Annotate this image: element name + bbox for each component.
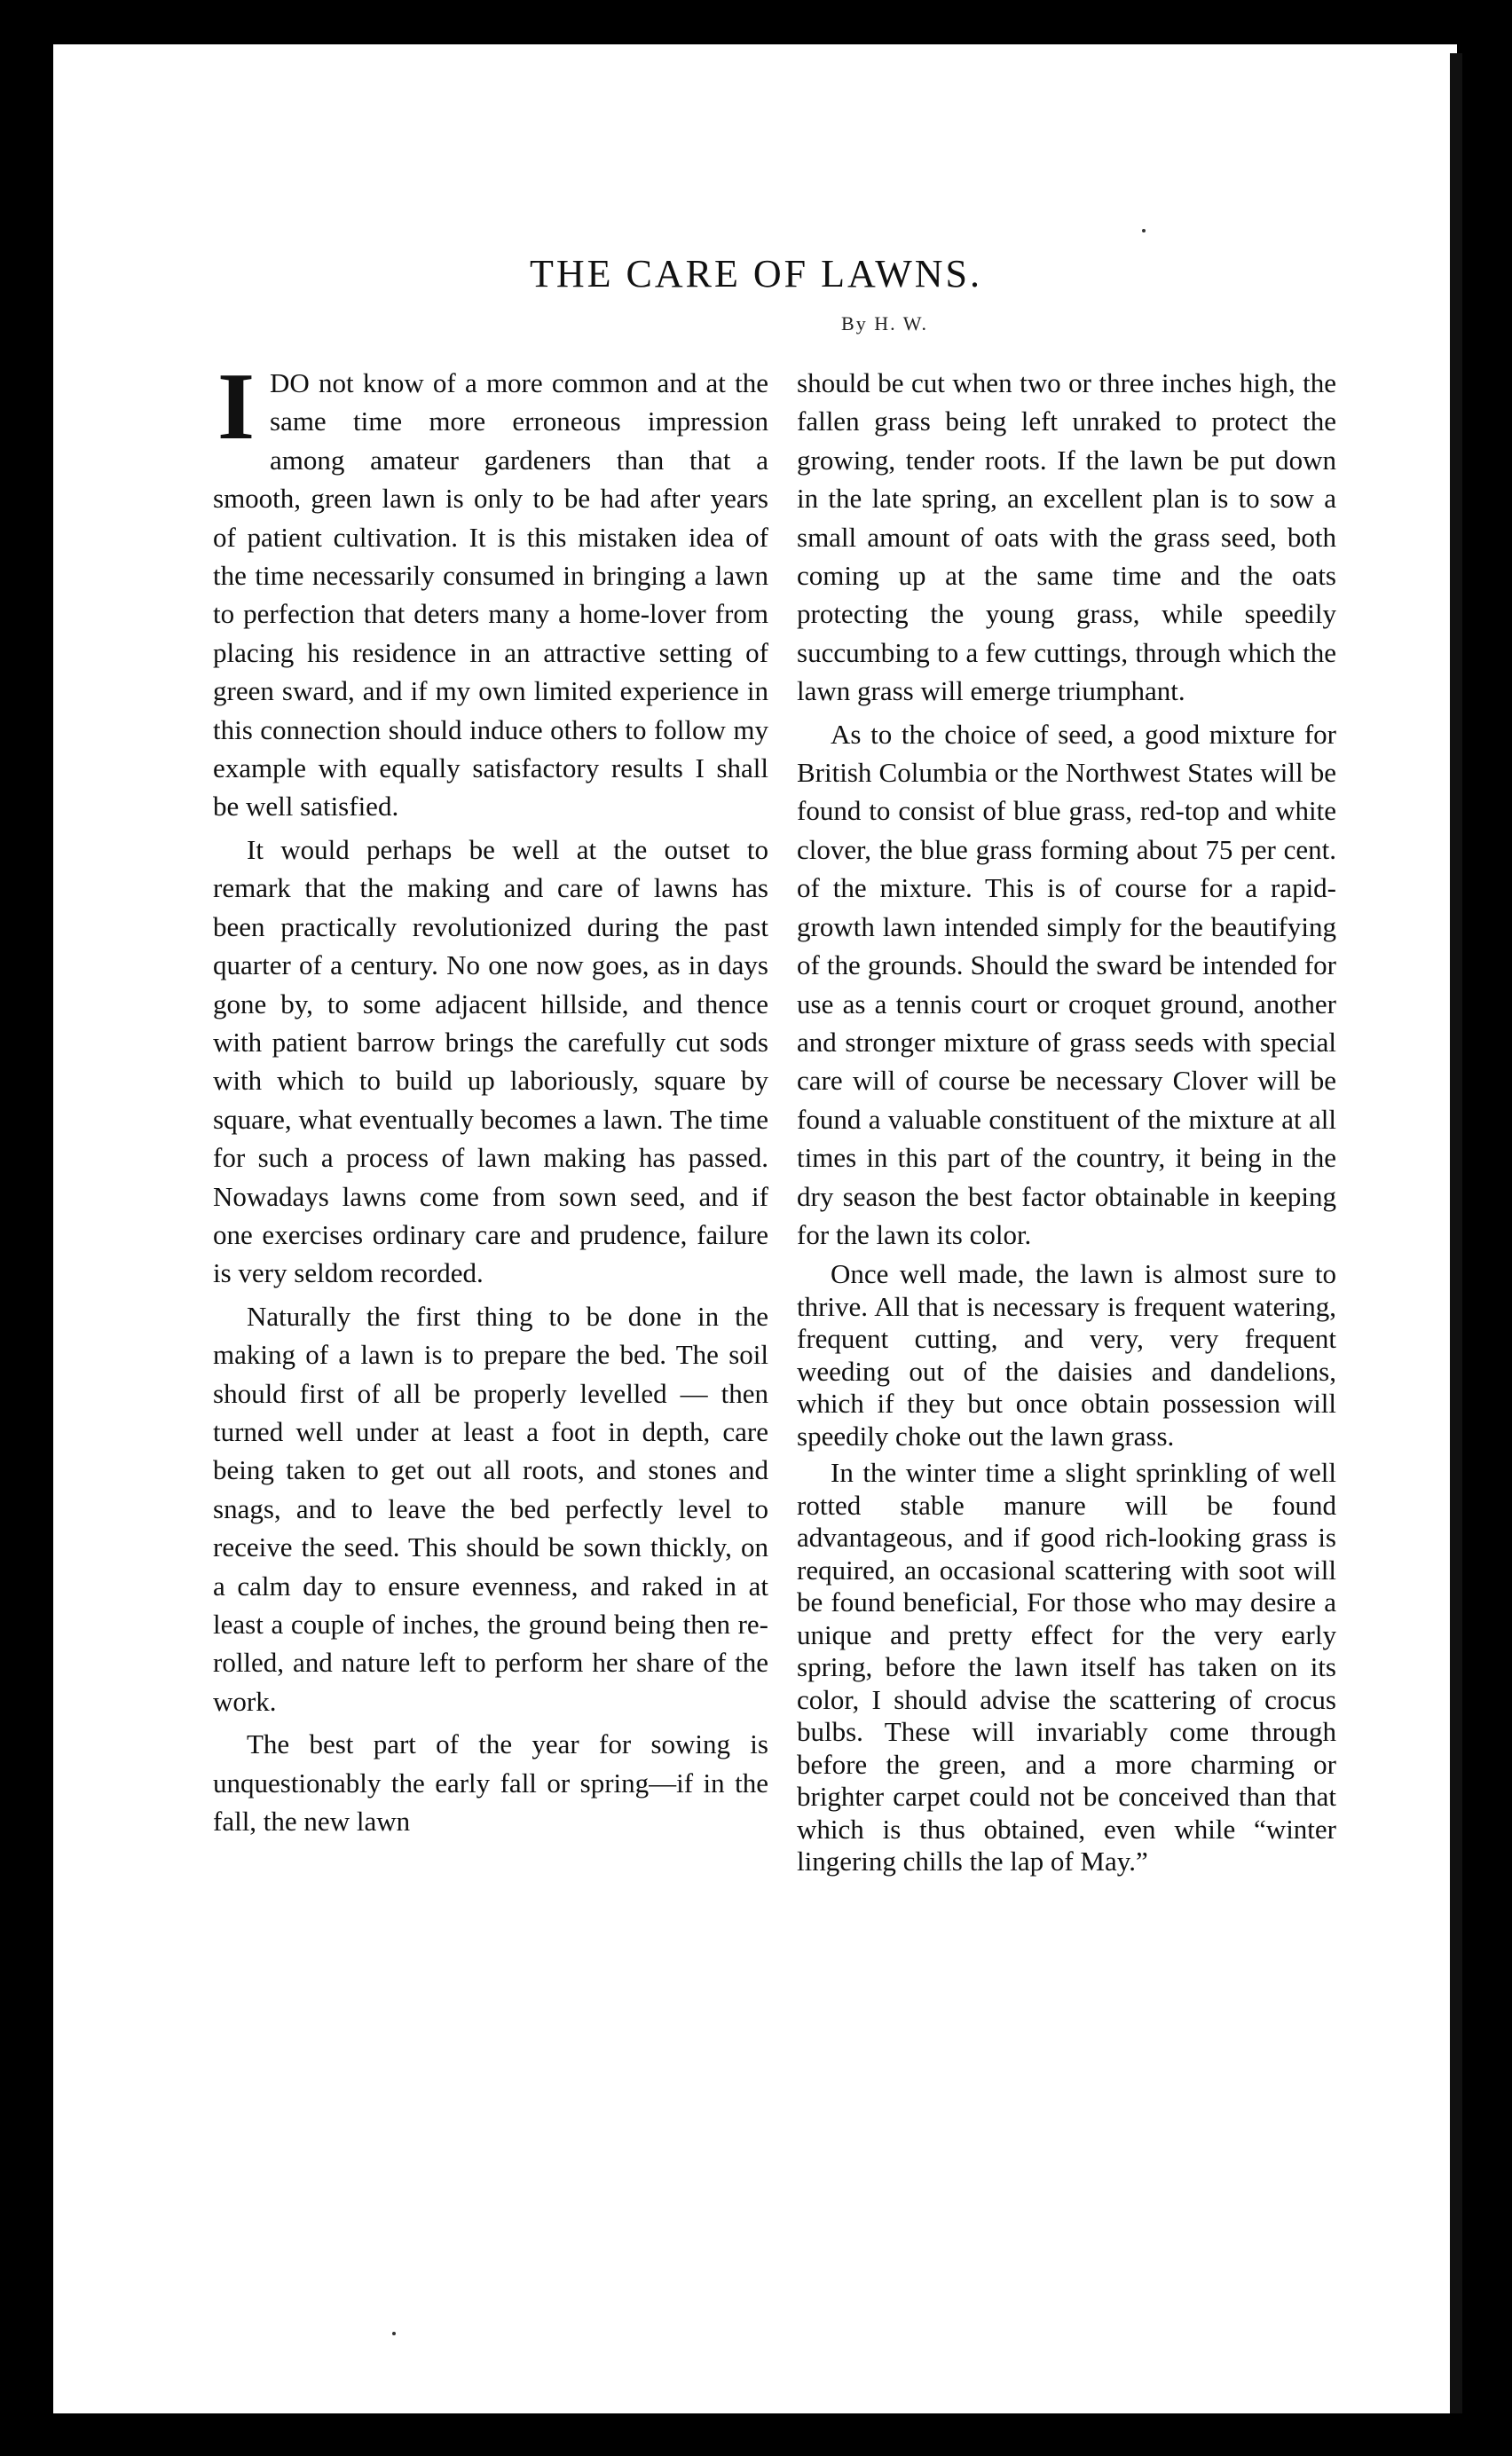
paragraph: As to the choice of seed, a good mixture for British Columbia or the Northwest States will be found to consist of blue grass, red-top and white clover, the blue grass forming about 75 per cent. of the mixture. This is of course for a rapid-growth lawn intended simply for the beautifying of the grounds. Should the sward be intended for use as a tennis court or croquet ground, another and stronger mixture of grass seeds with special care will of course be necessary Clover will be found a valuable constituent of the mixture at all times in this part of the country, it being in the dry season the best factor obtainable in keeping for the lawn its color. (797, 718, 1336, 1250)
paragraph: Once well made, the lawn is almost sure to thrive. All that is necessary is frequent watering, frequent cutting, and very, very frequent weeding out of the daisies and dandelions, which if they but once obtain possession will speedily choke out the lawn grass. (797, 1258, 1336, 1452)
paragraph: It would perhaps be well at the outset to remark that the making and care of lawns has been practically revolutionized during the past quarter of a century. No one now goes, as in days gone by, to some adjacent hillside, and thence with patient barrow brings the carefully cut sods with which to build up laboriously, square by square, what eventually becomes a lawn. The time for such a process of lawn making has passed. Nowadays lawns come from sown seed, and if one exercises ordinary care and prudence, failure is very seldom recorded. (213, 833, 768, 1289)
paragraph-text: DO not know of a more common and at the same time more erroneous impression among amateur gardeners than that a smooth, green lawn is only to be had after years of patient cultivation. It is this mistaken idea of the time necessarily consumed in bringing a lawn to perfection that deters many a home-lover from placing his residence in an attractive setting of green sward, and if my own limited experience in this connection should induce others to follow my example with equally satisfactory results I shall be well satisfied. (213, 367, 768, 823)
paragraph: In the winter time a slight sprinkling of well rotted stable manure will be found advantageous, and if good rich-looking grass is required, an occasional scattering with soot will be found beneficial, For those who may desire a unique and pretty effect for the very early spring, before the lawn itself has taken on its color, I should advise the scattering of crocus bulbs. These will invariably come through before the green, and a more charming or brighter carpet could not be conceived than that which is thus obtained, even while “winter lingering chills the lap of May.” (797, 1457, 1336, 1877)
paragraph (213, 354, 768, 826)
article-byline: By H. W. (841, 312, 928, 335)
article-title: THE CARE OF LAWNS. (529, 252, 983, 295)
binding-edge (1450, 53, 1462, 2413)
right-column (797, 364, 1336, 1883)
left-column (213, 354, 768, 1845)
drop-cap: I (217, 354, 256, 460)
paragraph: should be cut when two or three inches high, the fallen grass being left unraked to protect the growing, tender roots. If the lawn be put down in the late spring, an excellent plan is to sow a small amount of oats with the grass seed, both coming up at the same time and the oats protecting the young grass, while speedily succumbing to a few cuttings, through which the lawn grass will emerge triumphant. (797, 367, 1336, 707)
paragraph: The best part of the year for sowing is unquestionably the early fall or spring—if in the fall, the new lawn (213, 1728, 768, 1838)
speck (392, 2332, 396, 2335)
paragraph: Naturally the first thing to be done in the making of a lawn is to prepare the bed. The soil should first of all be properly levelled — then turned well under at least a foot in depth, care being taken to get out all roots, and stones and snags, and to leave the bed perfectly level to receive the seed. This should be sown thickly, on a calm day to ensure evenness, and raked in at least a couple of inches, the ground being then re-rolled, and nature left to perform her share of the work. (213, 1300, 768, 1717)
speck (1142, 229, 1146, 232)
